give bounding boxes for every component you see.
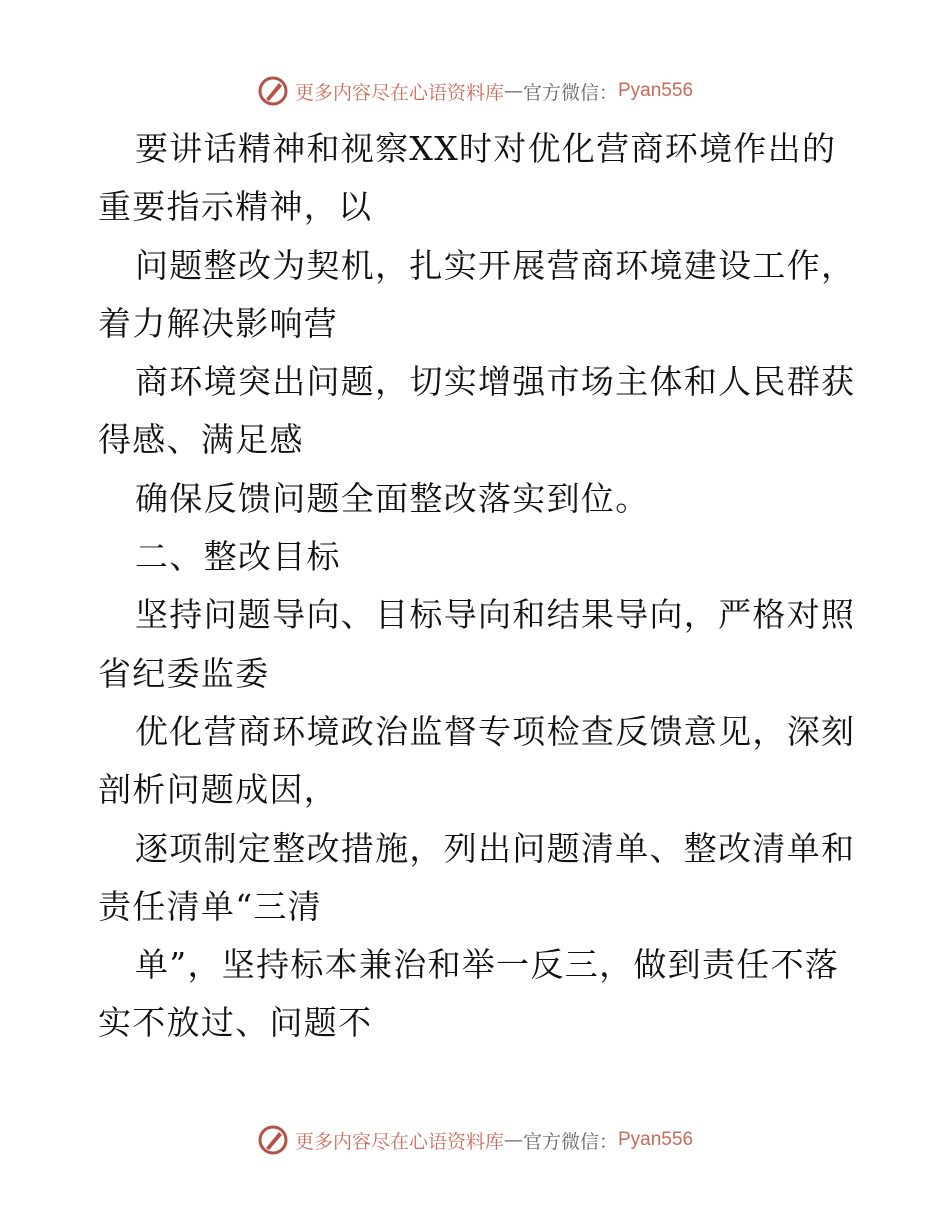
header-wechat-id: Pyan556	[618, 80, 694, 101]
page-footer	[0, 1120, 950, 1160]
text-line: 重要指示精神，以	[98, 187, 373, 227]
text-line: 实不放过、问题不	[98, 1003, 373, 1043]
header-site: 更多内容尽在心语资料库	[294, 81, 504, 104]
footer-site: 更多内容尽在心语资料库	[294, 1130, 504, 1153]
text-line: 优化营商环境政治监督专项检查反馈意见，深刻	[135, 711, 856, 751]
text-line: 坚持问题导向、目标导向和结果导向，严格对照	[135, 595, 856, 635]
text-line: 确保反馈问题全面整改落实到位。	[135, 478, 650, 518]
document-body	[98, 126, 858, 1059]
page-header	[0, 71, 950, 111]
text-line: 商环境突出问题，切实增强市场主体和人民群获	[135, 362, 856, 402]
text-line: 逐项制定整改措施，列出问题清单、整改清单和	[135, 828, 856, 868]
header-wechat-label: 官方微信：	[522, 81, 618, 104]
footer-wechat-label: 官方微信：	[522, 1130, 618, 1153]
text-line: 要讲话精神和视察XX时对优化营商环境作出的	[135, 129, 837, 168]
text-line: 二、整改目标	[135, 537, 341, 577]
text-line: 剖析问题成因，	[98, 770, 339, 810]
footer-wechat-id: Pyan556	[618, 1129, 694, 1150]
text-line: 着力解决影响营	[98, 303, 339, 343]
text-line: 单”，坚持标本兼治和举一反三，做到责任不落	[135, 945, 840, 985]
footer-sep: —	[503, 1129, 523, 1151]
text-line: 省纪委监委	[98, 653, 270, 693]
text-line: 问题整改为契机，扎实开展营商环境建设工作，	[135, 245, 856, 285]
header-sep: —	[503, 80, 523, 102]
quill-logo-icon	[257, 1124, 289, 1156]
text-line: 责任清单“三清	[98, 886, 322, 926]
text-line: 得感、满足感	[98, 420, 304, 460]
quill-logo-icon	[257, 75, 289, 107]
